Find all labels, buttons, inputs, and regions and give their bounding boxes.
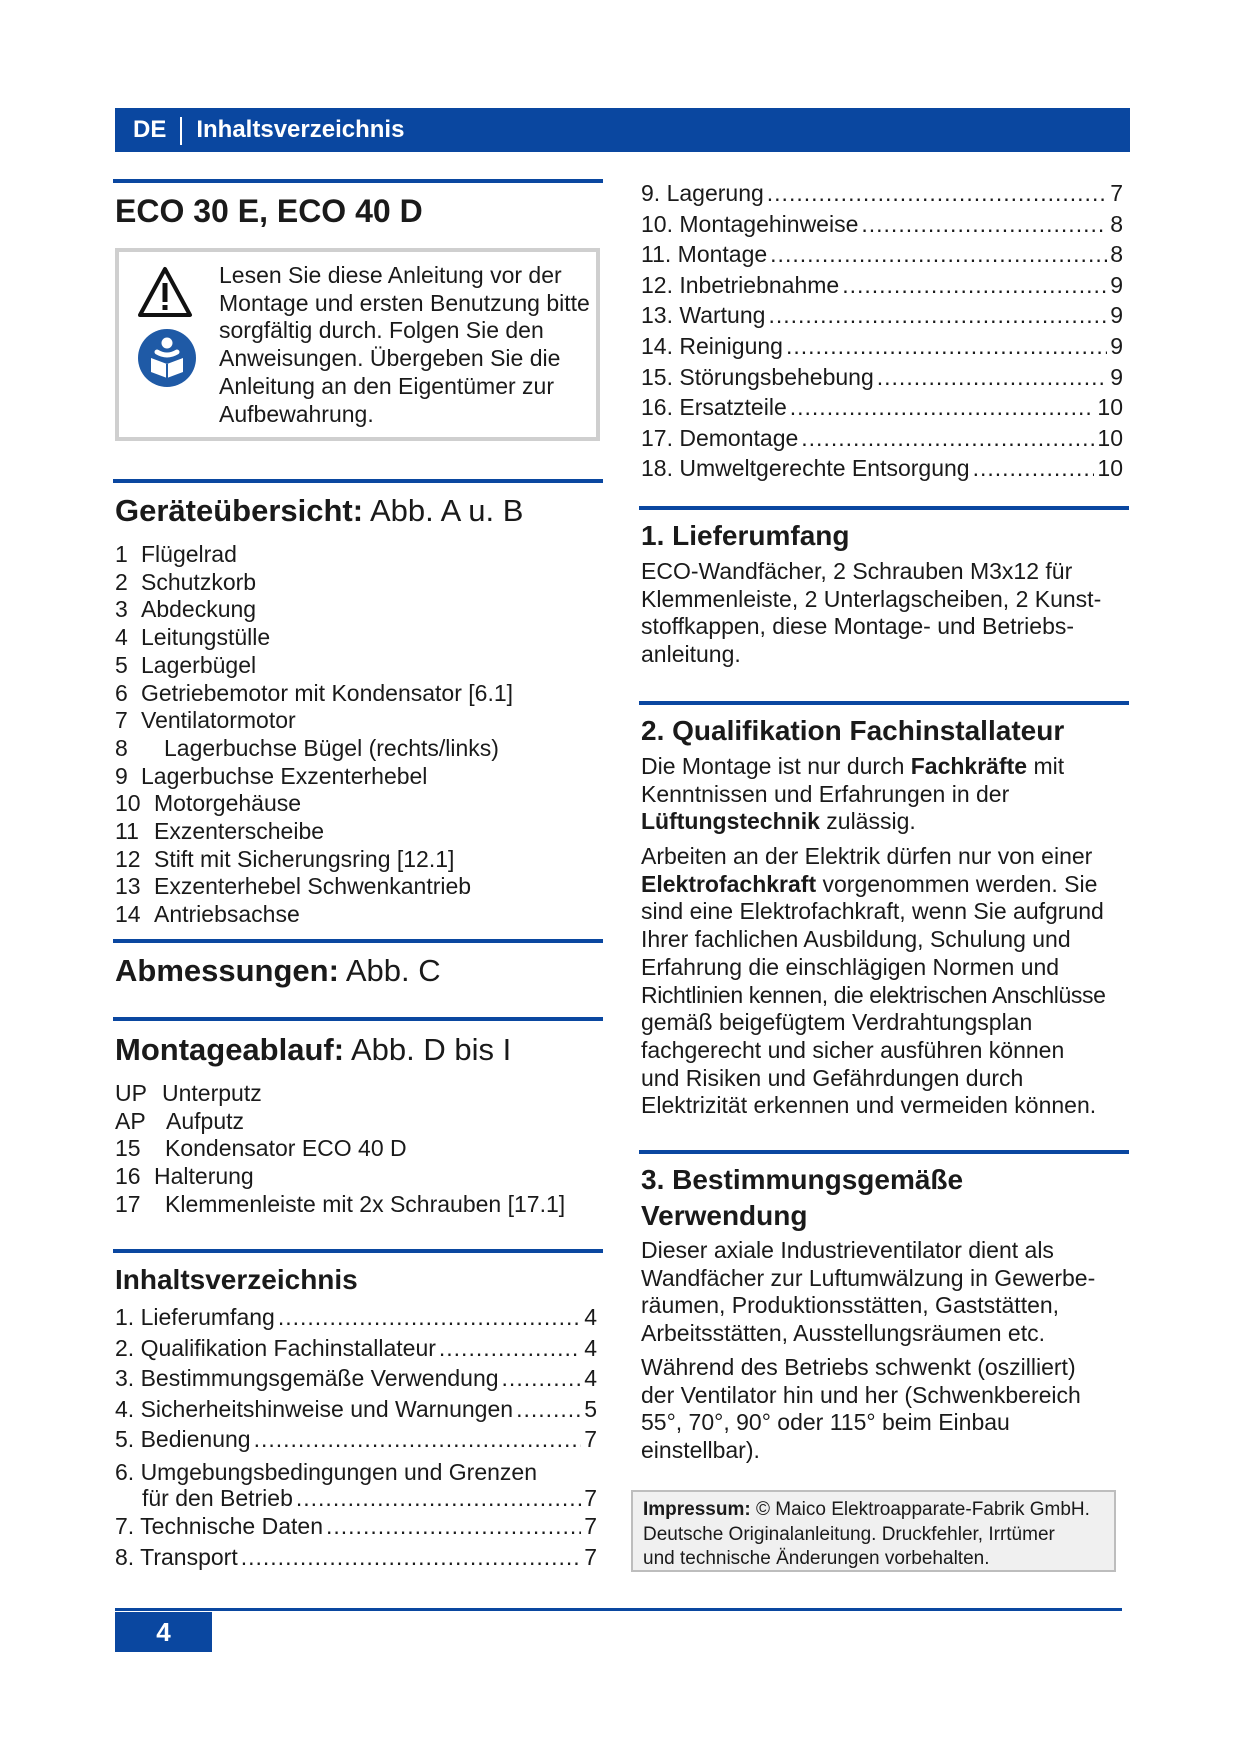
warning-line: Lesen Sie diese Anleitung vor der (219, 262, 562, 288)
read-manual-icon (137, 328, 197, 388)
toc-heading: Inhaltsverzeichnis (115, 1264, 358, 1295)
header-title: Inhaltsverzeichnis (196, 116, 405, 143)
text-line: der Ventilator hin und her (Schwenkbereich (641, 1381, 1081, 1408)
list-item: 15 Kondensator ECO 40 D (115, 1135, 407, 1162)
section-rule (113, 479, 603, 483)
toc-entry[interactable]: 13. Wartung ..... 9 (641, 300, 1123, 331)
toc-entry[interactable]: 14. Reinigung ..... 9 (641, 331, 1123, 362)
text-line: räumen, Produktionsstätten, Gaststätten, (641, 1292, 1060, 1319)
toc-entry[interactable]: 2. Qualifikation Fachinstallateur ..... 4 (115, 1333, 597, 1364)
toc-entry[interactable]: 12. Inbetriebnahme ..... 9 (641, 270, 1123, 301)
text-line: und Risiken und Gefährdungen durch (641, 1064, 1024, 1091)
toc-entry[interactable]: 11. Montage ..... 8 (641, 239, 1123, 270)
list-item: 7 Ventilatormotor (115, 707, 296, 734)
section-rule (113, 1017, 603, 1021)
text-line: Während des Betriebs schwenkt (oszilliert) (641, 1354, 1076, 1380)
footer-rule (115, 1608, 1122, 1611)
text-line: ECO-Wandfächer, 2 Schrauben M3x12 für (641, 558, 1073, 584)
toc-entry[interactable]: 9. Lagerung ..... 7 (641, 178, 1123, 209)
warning-box (115, 248, 600, 441)
header-bar (115, 108, 1130, 152)
toc-entry[interactable]: 17. Demontage ..... 10 (641, 423, 1123, 454)
warning-line: Anleitung an den Eigentümer zur (219, 372, 554, 399)
list-item: UP Unterputz (115, 1080, 262, 1106)
list-item: 3 Abdeckung (115, 596, 257, 623)
warning-line: Anweisungen. Übergeben Sie die (219, 345, 561, 372)
overview-list (115, 541, 513, 929)
text-line: einstellbar). (641, 1437, 760, 1464)
list-item: 5 Lagerbügel (115, 651, 257, 678)
toc-left (115, 1302, 597, 1572)
toc-entry[interactable]: 18. Umweltgerechte Entsorgung ..... 10 (641, 453, 1123, 484)
assembly-list (115, 1080, 565, 1219)
text-line: Klemmenleiste, 2 Unterlagscheiben, 2 Kunst- (641, 585, 1102, 612)
warning-line: sorgfältig durch. Folgen Sie den (219, 317, 544, 344)
language-label: DE (133, 116, 167, 143)
text-line: gemäß beigefügtem Verdrahtungsplan (641, 1009, 1033, 1036)
section-rule (639, 506, 1129, 510)
assembly-heading: Montageablauf: Abb. D bis I (115, 1032, 512, 1067)
toc-entry[interactable]: 16. Ersatzteile ..... 10 (641, 392, 1123, 423)
text-line: Elektrizität erkennen und vermeiden können. (641, 1092, 1097, 1119)
sec3-paragraph-2 (641, 1354, 1081, 1465)
imprint-line: und technische Änderungen vorbehalten. (643, 1548, 990, 1569)
sec1-heading: 1. Lieferumfang (641, 520, 850, 551)
sec2-paragraph-2 (641, 843, 1105, 1120)
text-line: Arbeitsstätten, Ausstellungsräumen etc. (641, 1320, 1045, 1347)
list-item: 12 Stift mit Sicherungsring [12.1] (115, 845, 455, 872)
section-rule (639, 1150, 1129, 1154)
toc-entry[interactable]: 6. Umgebungsbedingungen und Grenzen (115, 1458, 537, 1485)
list-item: 9 Lagerbuchse Exzenterhebel (115, 762, 428, 789)
sec2-heading: 2. Qualifikation Fachinstallateur (641, 715, 1065, 746)
sec1-text (641, 558, 1101, 669)
imprint-line: Impressum: © Maico Elektroapparate-Fabrik GmbH. (643, 1499, 1090, 1520)
text-line: Ihrer fachlichen Ausbildung, Schulung und (641, 926, 1071, 953)
imprint-box (631, 1490, 1116, 1572)
toc-entry[interactable]: 15. Störungsbehebung ..... 9 (641, 362, 1123, 393)
text-line: Lüftungstechnik zulässig. (641, 808, 916, 835)
dimensions-heading: Abmessungen: Abb. C (115, 953, 441, 988)
toc-entry[interactable]: 8. Transport ..... 7 (115, 1542, 597, 1573)
header-separator (180, 117, 182, 145)
page-number: 4 (115, 1612, 212, 1652)
text-line: anleitung. (641, 641, 741, 668)
section-rule (113, 939, 603, 943)
warning-triangle-icon (137, 266, 193, 318)
toc-entry[interactable]: 1. Lieferumfang ..... 4 (115, 1302, 597, 1333)
text-line: Dieser axiale Industrieventilator dient als (641, 1237, 1054, 1263)
sec3-paragraph-1 (641, 1237, 1095, 1348)
list-item: 2 Schutzkorb (115, 568, 257, 595)
sec3-heading: 3. Bestimmungsgemäße Verwendung (641, 1164, 964, 1231)
text-line: Richtlinien kennen, die elektrischen Anschlüsse (641, 981, 1106, 1008)
toc-entry[interactable]: für den Betrieb ..... 7 (115, 1485, 597, 1511)
list-item: AP Aufputz (115, 1107, 244, 1134)
overview-heading: Geräteübersicht: Abb. A u. B (115, 493, 524, 528)
text-line: Arbeiten an der Elektrik dürfen nur von einer (641, 843, 1093, 869)
toc-entry[interactable]: 10. Montagehinweise ..... 8 (641, 209, 1123, 240)
list-item: 6 Getriebemotor mit Kondensator [6.1] (115, 679, 514, 706)
warning-text (219, 262, 590, 428)
list-item: 13 Exzenterhebel Schwenkantrieb (115, 873, 472, 900)
section-rule (113, 1249, 603, 1253)
text-line: Kenntnissen und Erfahrungen in der (641, 780, 1010, 807)
toc-entry[interactable]: 5. Bedienung ..... 7 (115, 1424, 597, 1455)
section-rule (639, 701, 1129, 705)
list-item: 1 Flügelrad (115, 541, 237, 567)
sec2-paragraph-1 (641, 753, 1064, 836)
list-item: 14 Antriebsachse (115, 901, 300, 928)
text-line: Wandfächer zur Luftumwälzung in Gewerbe- (641, 1264, 1096, 1291)
list-item: 10 Motorgehäuse (115, 790, 302, 817)
text-line: 55°, 70°, 90° oder 115° beim Einbau (641, 1409, 1010, 1436)
text-line: fachgerecht und sicher ausführen können (641, 1036, 1065, 1063)
imprint-line: Deutsche Originalanleitung. Druckfehler, Irrtümer (643, 1523, 1055, 1545)
list-item: 11 Exzenterscheibe (115, 818, 325, 845)
text-line: Erfahrung die einschlägigen Normen und (641, 953, 1060, 980)
list-item: 17 Klemmenleiste mit 2x Schrauben [17.1] (115, 1190, 566, 1217)
text-line: Elektrofachkraft vorgenommen werden. Sie (641, 870, 1098, 897)
toc-entry[interactable]: 3. Bestimmungsgemäße Verwendung ..... 4 (115, 1363, 597, 1394)
warning-line: Montage und ersten Benutzung bitte (219, 289, 590, 316)
list-item: 8 Lagerbuchse Bügel (rechts/links) (115, 734, 499, 761)
text-line: sind eine Elektrofachkraft, wenn Sie aufgrund (641, 898, 1104, 925)
toc-right (641, 178, 1123, 484)
list-item: 16 Halterung (115, 1163, 254, 1190)
text-line: stoffkappen, diese Montage- und Betriebs- (641, 613, 1075, 640)
toc-entry[interactable]: 7. Technische Daten ..... 7 (115, 1511, 597, 1542)
text-line: Die Montage ist nur durch Fachkräfte mit (641, 753, 1065, 779)
warning-line: Aufbewahrung. (219, 400, 374, 427)
toc-entry[interactable]: 4. Sicherheitshinweise und Warnungen ..... 5 (115, 1394, 597, 1425)
section-rule (113, 179, 603, 183)
product-title: ECO 30 E, ECO 40 D (115, 193, 423, 229)
list-item: 4 Leitungstülle (115, 624, 271, 651)
